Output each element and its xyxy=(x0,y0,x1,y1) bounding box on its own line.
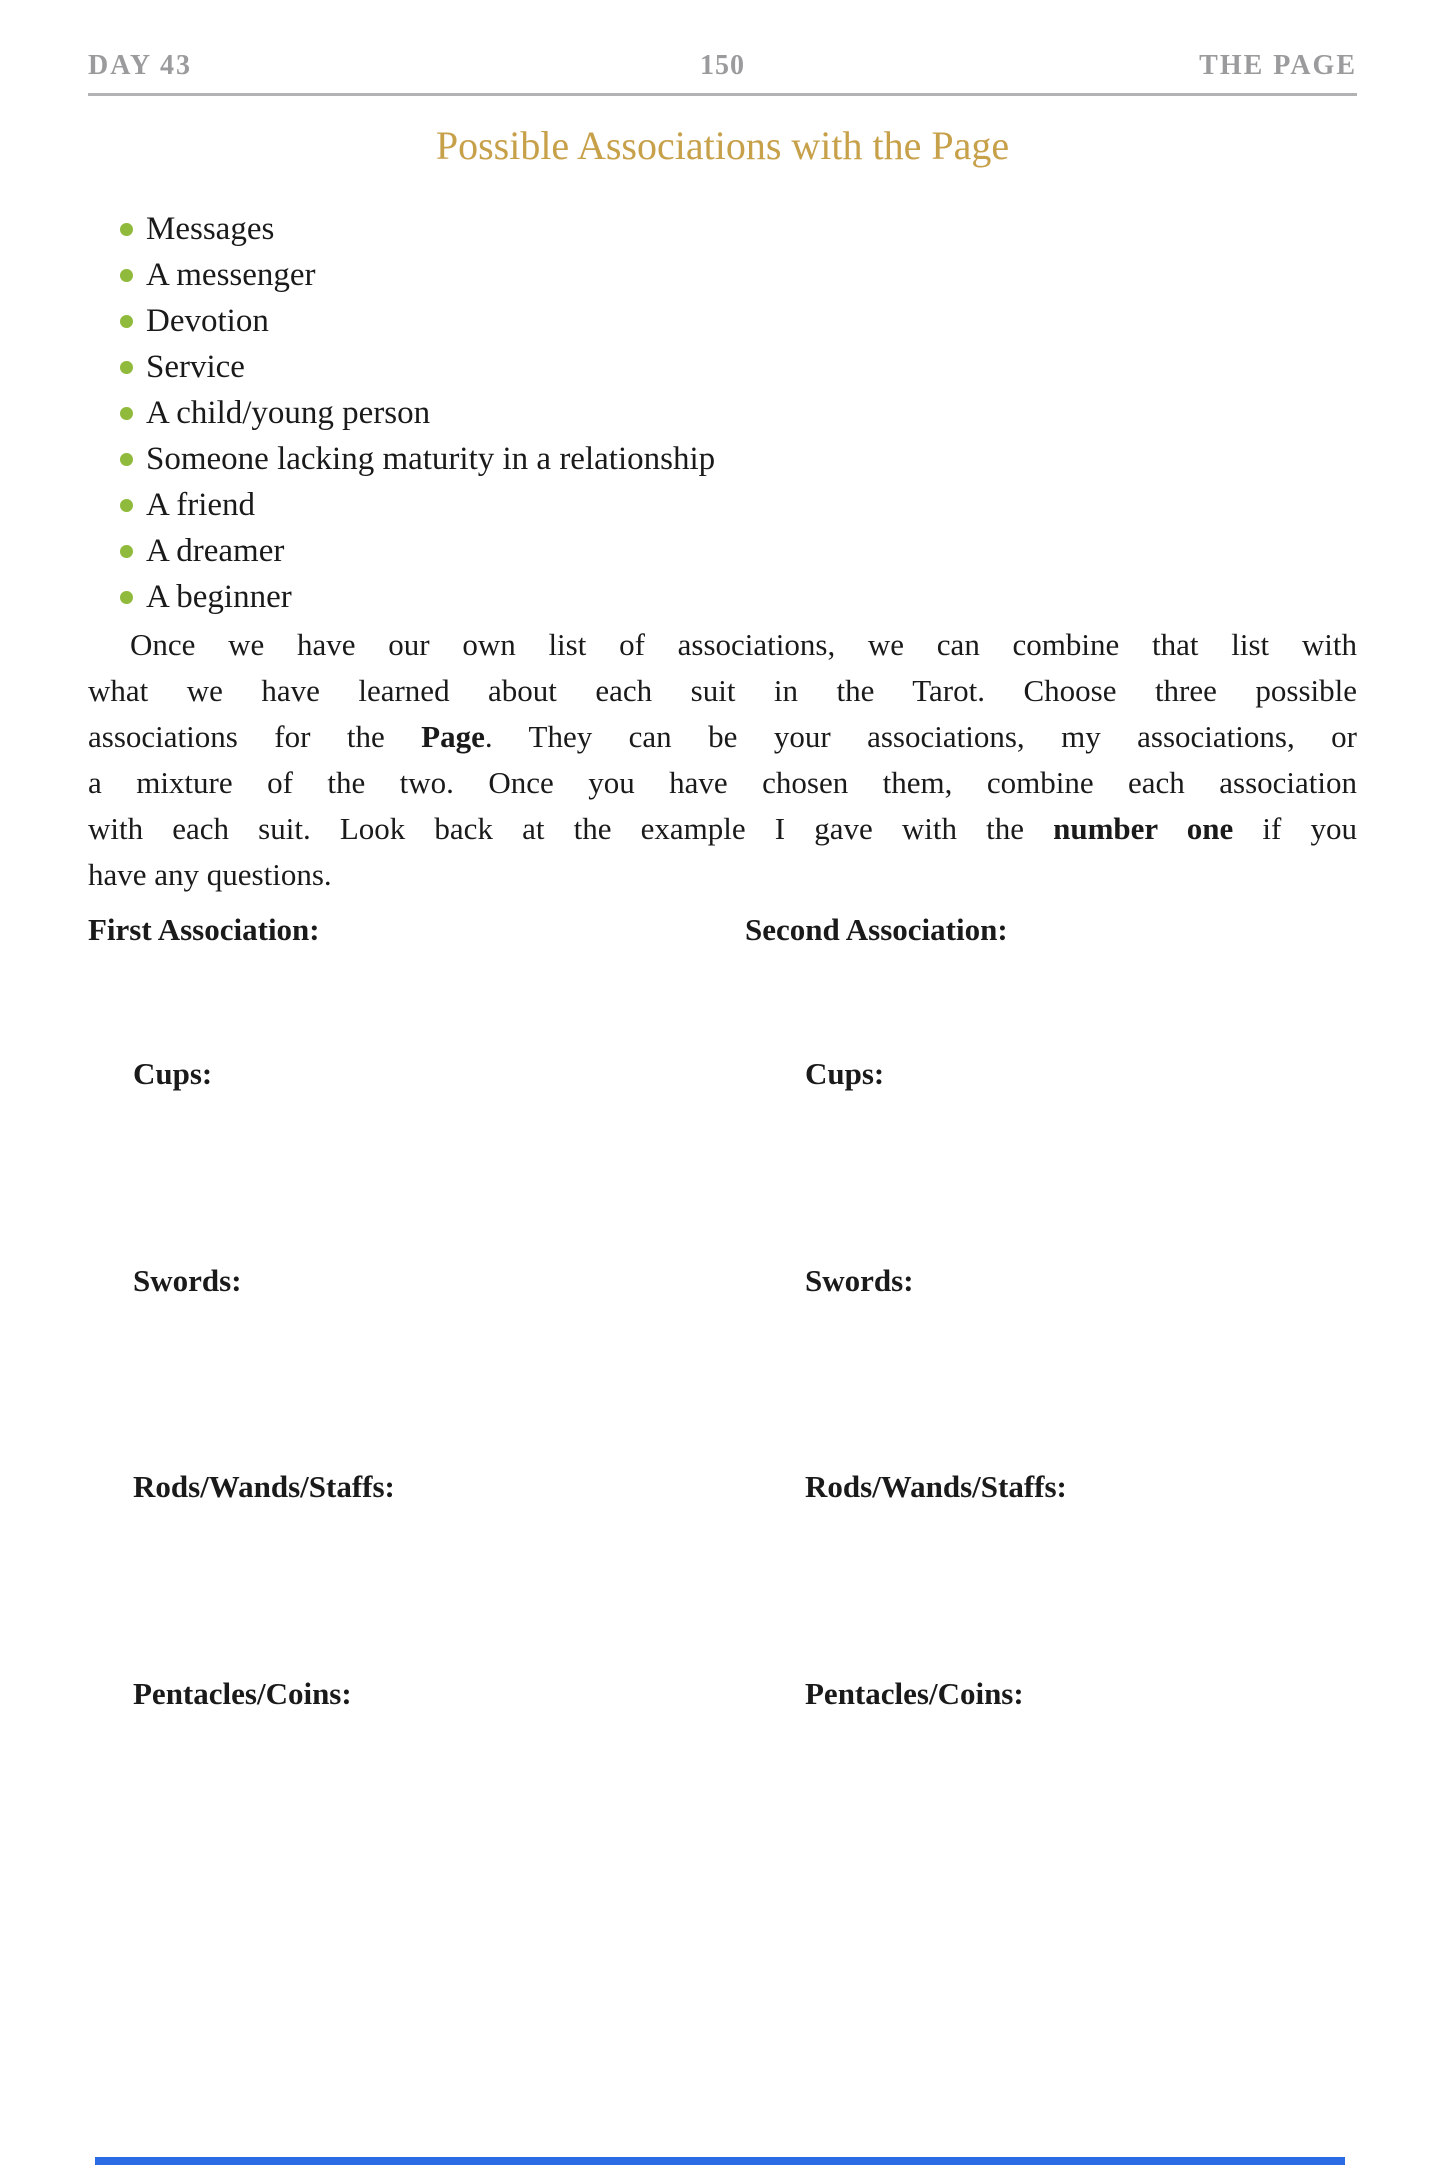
bullet-text: Someone lacking maturity in a relationship xyxy=(146,441,716,477)
paragraph-text: have any questions. xyxy=(88,857,332,892)
suit-label: Cups: xyxy=(133,1056,213,1091)
suit-label: Swords: xyxy=(805,1263,914,1298)
paragraph-text: if you xyxy=(1233,811,1357,846)
bold-term: number one xyxy=(1053,811,1234,846)
bullet-text: Service xyxy=(146,349,245,385)
paragraph-text: . They can be your associations, my associations, or xyxy=(484,719,1357,754)
section-label: THE PAGE xyxy=(1199,50,1357,81)
paragraph-text: associations for the xyxy=(88,719,422,754)
suit-label: Pentacles/Coins: xyxy=(805,1676,1024,1711)
association-column-header: First Association: xyxy=(88,912,320,947)
bottom-blue-bar xyxy=(95,2157,1345,2165)
bullet-text: A messenger xyxy=(146,257,316,293)
suit-label: Swords: xyxy=(133,1263,242,1298)
paragraph-text: a mixture of the two. Once you have chosen them, combine each association xyxy=(88,765,1357,800)
bullet-text: Devotion xyxy=(146,303,269,339)
bold-term: Page xyxy=(421,719,485,754)
suit-label: Pentacles/Coins: xyxy=(133,1676,352,1711)
paragraph-text: what we have learned about each suit in the Tarot. Choose three possible xyxy=(88,673,1357,708)
bullet-text: A dreamer xyxy=(146,533,285,569)
bullet-text: A child/young person xyxy=(146,395,431,431)
day-label: DAY 43 xyxy=(88,50,193,81)
bullet-text: Messages xyxy=(146,211,275,247)
suit-label: Cups: xyxy=(805,1056,885,1091)
page-title: Possible Associations with the Page xyxy=(435,123,1010,168)
bullet-text: A beginner xyxy=(146,579,292,615)
page-number: 150 xyxy=(700,50,745,81)
suit-label: Rods/Wands/Staffs: xyxy=(133,1469,395,1504)
association-column-header: Second Association: xyxy=(745,912,1008,947)
bullet-text: A friend xyxy=(146,487,256,523)
suit-label: Rods/Wands/Staffs: xyxy=(805,1469,1067,1504)
paragraph-text: Once we have our own list of associations, we can combine that list with xyxy=(130,627,1357,662)
paragraph-text: with each suit. Look back at the example I gave with the xyxy=(88,811,1054,846)
